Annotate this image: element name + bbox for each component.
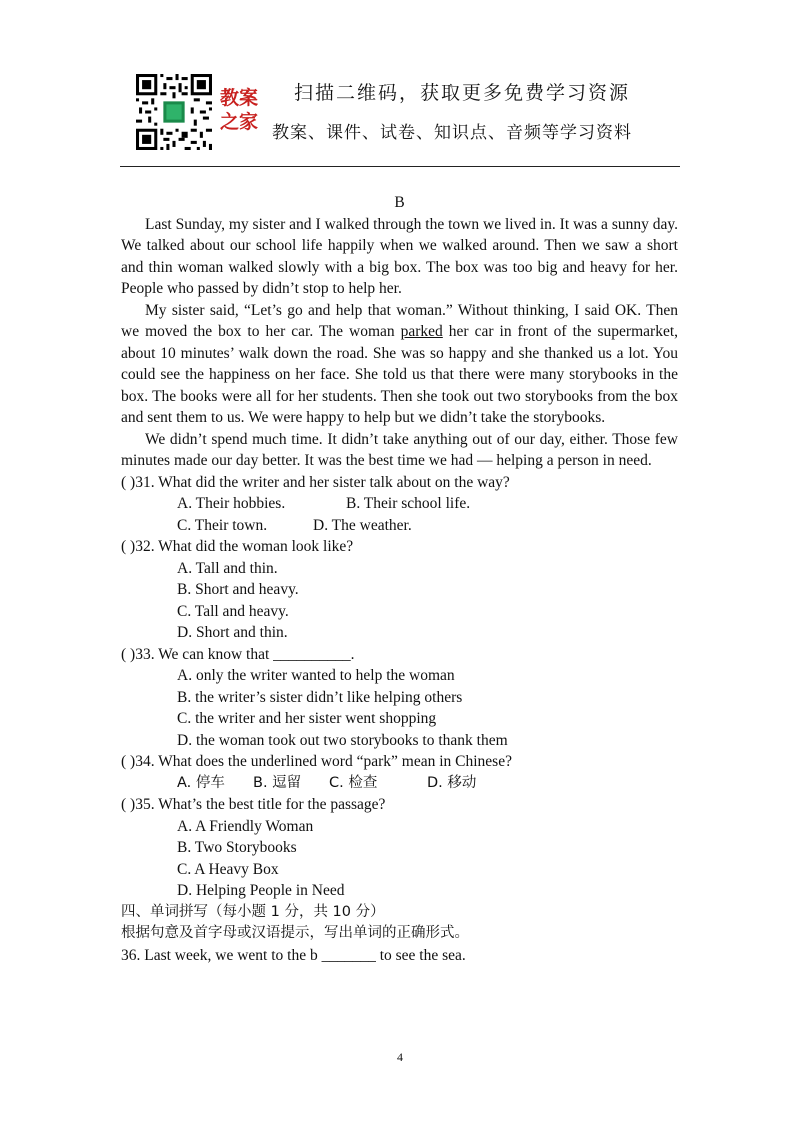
option-d: D. Short and thin.: [177, 624, 288, 641]
slogan-line-1: 扫描二维码，获取更多免费学习资源: [294, 82, 631, 104]
question-32: ( )32. What did the woman look like?: [121, 538, 354, 555]
logo-line-1: 教案: [220, 87, 259, 109]
logo-line-2: 之家: [220, 111, 259, 133]
option-b: B. the writer’s sister didn’t like helping others: [177, 688, 463, 706]
logo: [220, 86, 270, 134]
option-d: D. Helping People in Need: [177, 882, 345, 899]
option-c: C. A Heavy Box: [177, 860, 279, 878]
question-34: ( )34. What does the underlined word “park” mean in Chinese?: [121, 753, 512, 770]
option-a: A. 停车: [177, 774, 225, 791]
question-34-options: [177, 773, 678, 795]
passage-paragraph-1: Last Sunday, my sister and I walked through the town we lived in. It was a sunny day. We talked about our school life happily when we walked around. Then we saw a short and thin woman walked slowly with a big box. The box was too big and heavy for her. People who passed by didn’t stop to help her.: [121, 215, 678, 297]
passage-paragraph-2: [121, 300, 678, 429]
header-divider: [120, 166, 680, 167]
option-d: D. The weather.: [313, 516, 412, 534]
question-31: ( )31. What did the writer and her sister talk about on the way?: [121, 473, 510, 491]
question-31-options-row-1: [177, 493, 678, 515]
qr-code-icon: [136, 74, 212, 150]
page-number: 4: [397, 1050, 403, 1064]
underlined-word: parked: [400, 323, 443, 340]
page-header: [136, 72, 676, 152]
option-b: B. 逗留: [253, 774, 302, 791]
section-four-instruction: 根据句意及首字母或汉语提示，写出单词的正确形式。: [121, 925, 469, 941]
option-c: C. Tall and heavy.: [177, 602, 289, 620]
option-d: D. 移动: [427, 774, 477, 791]
paragraph-2-text-start: My sister said, “Let’s go and help that woman.” Without thinking, I said OK. Then we moved the box to her car. The woman: [121, 301, 678, 340]
option-c: C. 检查: [329, 774, 378, 791]
option-a: A. Their hobbies.: [177, 495, 286, 512]
paragraph-2-text-end: her car in front of the supermarket, about 10 minutes’ walk down the road. She was so happy and she thanked us a lot. You could see the happiness on her face. She told us that there were many storybooks in the box. The books were all for her students. Then she took out two storybooks from the box and sent them to us. We were happy to help but we didn’t take the storybooks.: [121, 323, 678, 426]
section-label: B: [394, 194, 405, 211]
option-c: C. Their town.: [177, 516, 268, 534]
option-b: B. Two Storybooks: [177, 839, 297, 856]
option-b: B. Short and heavy.: [177, 581, 299, 598]
option-c: C. the writer and her sister went shopping: [177, 710, 437, 727]
option-d: D. the woman took out two storybooks to thank them: [177, 731, 508, 749]
section-four-title: 四、单词拼写（每小题 1 分，共 10 分）: [121, 903, 385, 920]
option-a: A. A Friendly Woman: [177, 817, 314, 835]
page-content: [121, 192, 678, 966]
slogan-line-2: 教案、课件、试卷、知识点、音频等学习资料: [272, 123, 632, 143]
option-b: B. Their school life.: [346, 495, 471, 512]
passage-paragraph-3: We didn’t spend much time. It didn’t take anything out of our day, either. Those few minutes made our day better. It was the best time we had — helping a person in need.: [121, 430, 678, 469]
option-a: A. Tall and thin.: [177, 559, 278, 577]
option-a: A. only the writer wanted to help the woman: [177, 667, 455, 684]
question-31-options-row-2: [177, 515, 678, 537]
question-33: ( )33. We can know that __________.: [121, 645, 355, 663]
question-35: ( )35. What’s the best title for the passage?: [121, 796, 386, 813]
question-36: 36. Last week, we went to the b _______ to see the sea.: [121, 946, 466, 964]
